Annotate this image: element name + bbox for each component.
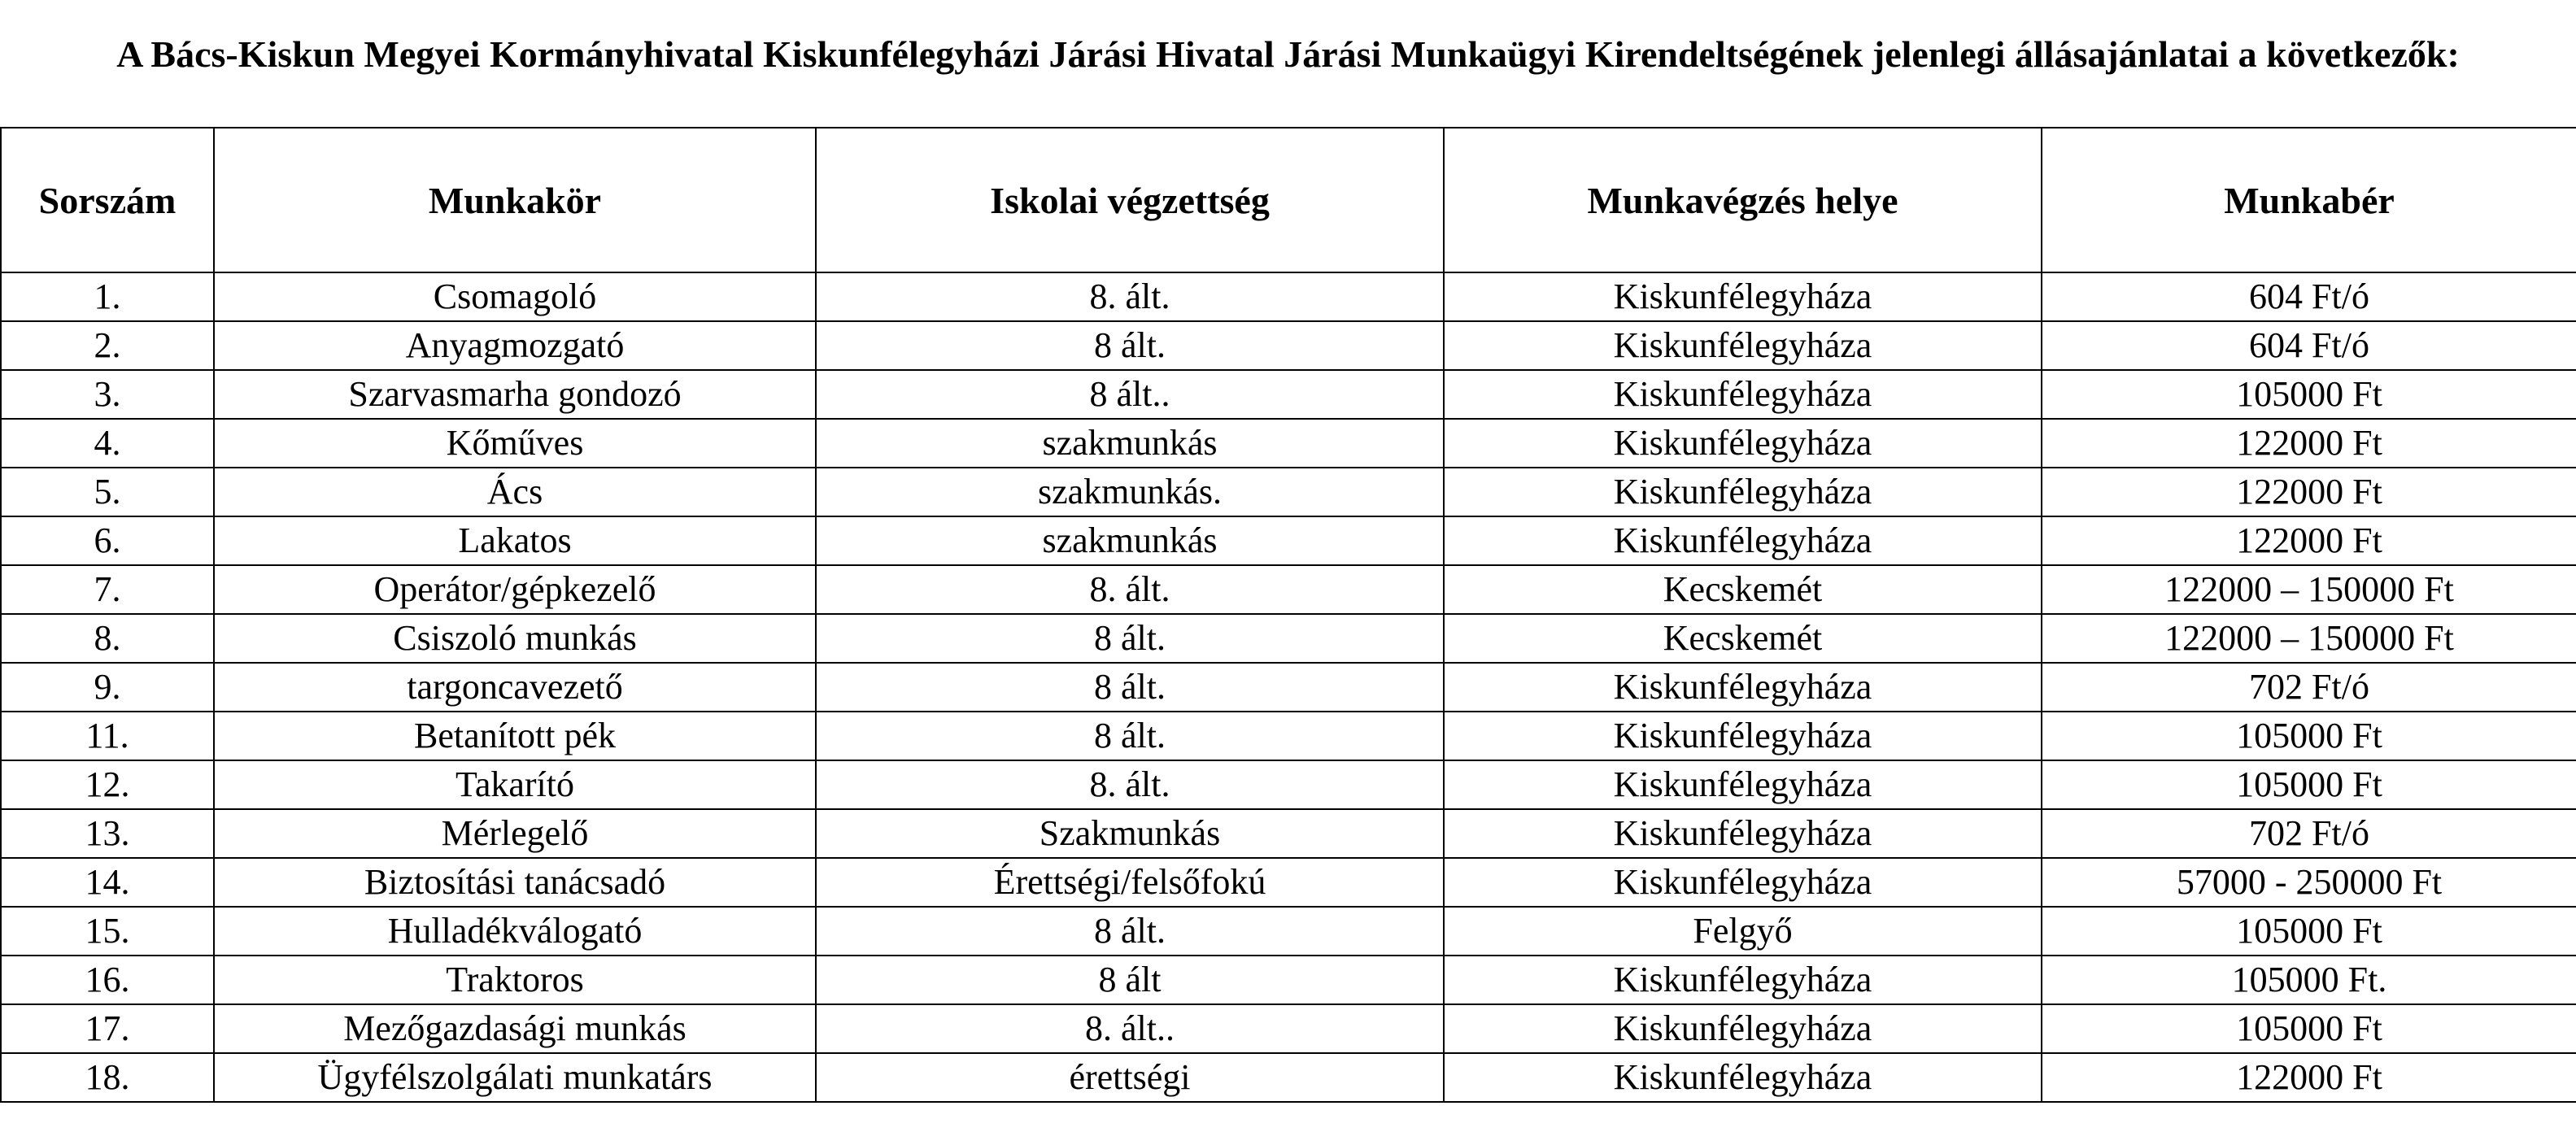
cell-position: Lakatos (214, 516, 816, 565)
table-row (1, 370, 2576, 419)
cell-position: Kőműves (214, 419, 816, 468)
cell-location: Kiskunfélegyháza (1444, 1053, 2042, 1102)
cell-education: 8. ált. (816, 760, 1444, 809)
cell-education: szakmunkás (816, 516, 1444, 565)
cell-location: Kiskunfélegyháza (1444, 321, 2042, 370)
cell-location: Kiskunfélegyháza (1444, 712, 2042, 760)
cell-education: szakmunkás (816, 419, 1444, 468)
cell-location: Kiskunfélegyháza (1444, 272, 2042, 321)
cell-number: 4. (1, 419, 214, 468)
cell-location: Kiskunfélegyháza (1444, 370, 2042, 419)
cell-wage: 105000 Ft (2042, 907, 2576, 956)
header-position: Munkakör (214, 128, 816, 272)
table-row (1, 809, 2576, 858)
cell-location: Kecskemét (1444, 565, 2042, 614)
cell-education: 8. ált.. (816, 1004, 1444, 1053)
cell-wage: 604 Ft/ó (2042, 321, 2576, 370)
table-row (1, 272, 2576, 321)
cell-number: 5. (1, 468, 214, 516)
cell-location: Kecskemét (1444, 614, 2042, 663)
cell-education: 8 ált.. (816, 370, 1444, 419)
cell-position: Takarító (214, 760, 816, 809)
cell-wage: 105000 Ft (2042, 760, 2576, 809)
table-row (1, 321, 2576, 370)
cell-number: 13. (1, 809, 214, 858)
table-row (1, 1053, 2576, 1102)
cell-wage: 604 Ft/ó (2042, 272, 2576, 321)
table-row (1, 468, 2576, 516)
cell-wage: 122000 – 150000 Ft (2042, 614, 2576, 663)
cell-wage: 122000 – 150000 Ft (2042, 565, 2576, 614)
cell-education: 8 ált. (816, 712, 1444, 760)
cell-position: Hulladékválogató (214, 907, 816, 956)
cell-position: Ács (214, 468, 816, 516)
cell-wage: 105000 Ft. (2042, 956, 2576, 1004)
table-row (1, 1004, 2576, 1053)
table-row (1, 516, 2576, 565)
cell-wage: 105000 Ft (2042, 712, 2576, 760)
cell-position: Csiszoló munkás (214, 614, 816, 663)
header-wage: Munkabér (2042, 128, 2576, 272)
table-body (1, 272, 2576, 1102)
header-education: Iskolai végzettség (816, 128, 1444, 272)
cell-wage: 702 Ft/ó (2042, 809, 2576, 858)
cell-education: 8 ált. (816, 614, 1444, 663)
cell-location: Kiskunfélegyháza (1444, 419, 2042, 468)
page-title: A Bács-Kiskun Megyei Kormányhivatal Kiskunfélegyházi Járási Hivatal Járási Munkaügyi Kirendeltségének jelenlegi állásajánlatai a következők: (116, 33, 2460, 75)
cell-position: Anyagmozgató (214, 321, 816, 370)
cell-number: 6. (1, 516, 214, 565)
cell-position: targoncavezető (214, 663, 816, 712)
cell-wage: 122000 Ft (2042, 516, 2576, 565)
cell-position: Betanított pék (214, 712, 816, 760)
cell-number: 16. (1, 956, 214, 1004)
cell-position: Szarvasmarha gondozó (214, 370, 816, 419)
table-row (1, 419, 2576, 468)
cell-education: 8 ált. (816, 321, 1444, 370)
cell-education: szakmunkás. (816, 468, 1444, 516)
cell-location: Kiskunfélegyháza (1444, 1004, 2042, 1053)
table-row (1, 565, 2576, 614)
cell-position: Ügyfélszolgálati munkatárs (214, 1053, 816, 1102)
cell-position: Traktoros (214, 956, 816, 1004)
table-row (1, 907, 2576, 956)
table-row (1, 858, 2576, 907)
cell-wage: 122000 Ft (2042, 419, 2576, 468)
cell-education: 8. ált. (816, 565, 1444, 614)
table-row (1, 956, 2576, 1004)
cell-position: Csomagoló (214, 272, 816, 321)
cell-location: Kiskunfélegyháza (1444, 956, 2042, 1004)
cell-location: Felgyő (1444, 907, 2042, 956)
cell-education: Érettségi/felsőfokú (816, 858, 1444, 907)
cell-wage: 105000 Ft (2042, 370, 2576, 419)
cell-number: 2. (1, 321, 214, 370)
cell-number: 18. (1, 1053, 214, 1102)
cell-wage: 57000 - 250000 Ft (2042, 858, 2576, 907)
table-header-row (1, 128, 2576, 272)
cell-position: Operátor/gépkezelő (214, 565, 816, 614)
cell-education: Szakmunkás (816, 809, 1444, 858)
cell-position: Mezőgazdasági munkás (214, 1004, 816, 1053)
cell-location: Kiskunfélegyháza (1444, 663, 2042, 712)
cell-education: érettségi (816, 1053, 1444, 1102)
cell-position: Biztosítási tanácsadó (214, 858, 816, 907)
header-location: Munkavégzés helye (1444, 128, 2042, 272)
cell-location: Kiskunfélegyháza (1444, 809, 2042, 858)
table-row (1, 614, 2576, 663)
cell-education: 8. ált. (816, 272, 1444, 321)
cell-number: 15. (1, 907, 214, 956)
cell-wage: 122000 Ft (2042, 468, 2576, 516)
cell-location: Kiskunfélegyháza (1444, 468, 2042, 516)
cell-number: 17. (1, 1004, 214, 1053)
cell-wage: 702 Ft/ó (2042, 663, 2576, 712)
cell-number: 1. (1, 272, 214, 321)
cell-location: Kiskunfélegyháza (1444, 858, 2042, 907)
cell-number: 12. (1, 760, 214, 809)
cell-location: Kiskunfélegyháza (1444, 516, 2042, 565)
cell-number: 9. (1, 663, 214, 712)
cell-education: 8 ált. (816, 907, 1444, 956)
cell-number: 7. (1, 565, 214, 614)
header-number: Sorszám (1, 128, 214, 272)
cell-wage: 122000 Ft (2042, 1053, 2576, 1102)
cell-education: 8 ált (816, 956, 1444, 1004)
cell-education: 8 ált. (816, 663, 1444, 712)
cell-number: 3. (1, 370, 214, 419)
cell-number: 8. (1, 614, 214, 663)
job-offers-table (0, 127, 2576, 1103)
table-row (1, 760, 2576, 809)
cell-number: 14. (1, 858, 214, 907)
cell-location: Kiskunfélegyháza (1444, 760, 2042, 809)
cell-number: 11. (1, 712, 214, 760)
table-row (1, 712, 2576, 760)
cell-position: Mérlegelő (214, 809, 816, 858)
cell-wage: 105000 Ft (2042, 1004, 2576, 1053)
table-row (1, 663, 2576, 712)
